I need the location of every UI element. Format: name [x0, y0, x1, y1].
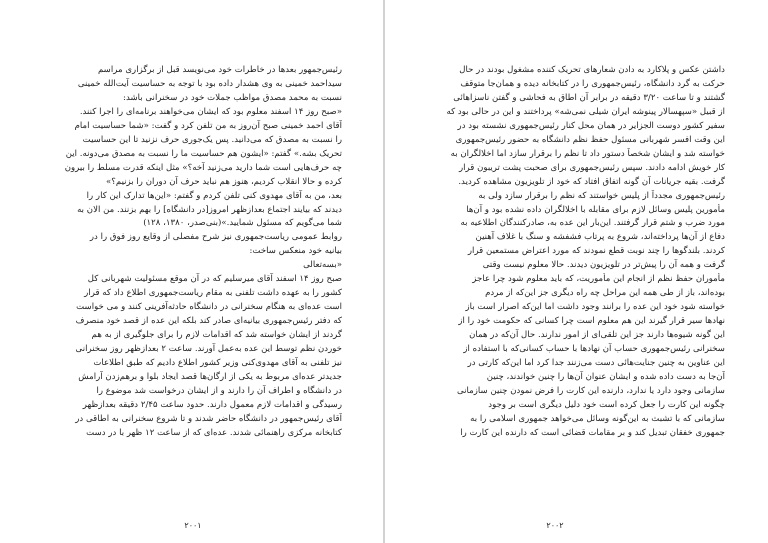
- text-line: کشور را به عهده داشت تلفنی به مقام ریاست‌جمهوری اطلاع داد که قرار: [84, 288, 342, 299]
- text-line: حرکت به گرد دانشگاه، رئیس‌جمهوری را در کتابخانه دیده و همان‌جا متوقف: [460, 78, 725, 89]
- text-line: چه حرف‌هایی است شما دارید می‌زنید آخه؟» مثل اینکه قدرت مسلط را بیرون: [64, 162, 342, 173]
- text-line: سیداحمد خمینی به وی هشدار داده بود با توجه به حساسیت آیت‌الله خمینی: [77, 78, 342, 89]
- text-line: چگونه این کارت را جعل کرده است خود دلیل دیگری است بر وجود: [488, 399, 725, 410]
- text-line: سازمانی که با تشبث به این‌گونه وسائل می‌خواهد جمهوری اسلامی را به: [470, 413, 725, 424]
- text-line: آن‌جا به دست داده شده و ایشان عنوان آن‌ها را چنین خواندند، چنین: [486, 371, 725, 382]
- text-line: گشتند و تا ساعت ۳/۲۰ دقیقه در برابر آن اطاق به فحاشی و گفتن ناسزاهائی: [453, 92, 725, 103]
- text-line: رئیس‌جمهوری مجدداً از پلیس خواستند که نظم را برقرار سازد ولی به: [478, 190, 725, 201]
- text-line: نهادها سیر قرار گیرند این هم معلوم است چرا کسانی که حکومت خود را از: [458, 316, 725, 327]
- text-line: جمهوری خفقان تبدیل کند و بر مقامات قضائی است که دارنده این کارت را: [460, 427, 725, 438]
- text-line: خواسته شود خود این عده را برانند وجود داشت اما این‌که اصرار است باز: [465, 302, 725, 313]
- text-line: گرفت. بقیه جریانات آن گونه اتفاق افتاد که خود از تلویزیون مشاهده کردید.: [458, 176, 725, 187]
- text-line: است عده‌ای به هنگام سخنرانی در دانشگاه حادثه‌آفرینی کنند و می خواست: [76, 302, 342, 313]
- text-line: مأموران حفظ نظم از انجام این مأموریت، که باید معلوم شود چرا عاجز: [472, 274, 725, 285]
- text-line: رئیس‌جمهور بعدها در خاطرات خود می‌نویسد قبل از برگزاری مراسم: [97, 65, 342, 75]
- text-line: این گونه شیوه‌ها دارند جز این تلقی‌ای از امور ندارند. حال آن‌که در همان: [469, 330, 725, 341]
- left-page-body: [50, 64, 342, 441]
- text-line: را نسبت به مصدق که می‌دانید. پس یک‌جوری حرف نزنید تا این حساسیت: [82, 134, 342, 145]
- text-line: سازمانی وجود دارد یا ندارد، دارنده این کارت را فرض نمودن چنین سازمانی: [456, 385, 725, 396]
- left-page: [0, 0, 383, 543]
- text-line: بیانیه خود منعکس ساخت:: [249, 246, 342, 257]
- text-line: کار خویش ادامه دادند. سپس رئیس‌جمهوری برای صحبت پشت تریبون قرار: [458, 162, 725, 173]
- text-line: نیز تلفنی به آقای مهدوی‌کنی وزیر کشور اطلاع دادیم که طبق اطلاعات: [93, 358, 342, 369]
- text-line: روابط عمومی ریاست‌جمهوری نیز شرح مفصلی از وقایع روز فوق را در: [89, 232, 342, 243]
- text-line: شما می‌گویم که مسئول شمایید.»(بنی‌صدر، ۱۳۸۰، ۱۲۸): [143, 218, 342, 229]
- text-line: دفاع از آن‌ها پرداخته‌اند، شروع به پرتاب فشفشه و سنگ با غلاف آهنین: [475, 232, 725, 243]
- text-line: در دانشگاه و اطراف آن را دارند و از ایشان درخواست شد موضوع را: [96, 385, 342, 396]
- text-line: بعد، من به آقای مهدوی کنی تلفن کردم و گفتم: «این‌ها تدارک این کار را: [86, 190, 342, 201]
- right-page: [385, 0, 768, 543]
- text-line: «صبح روز ۱۴ اسفند معلوم بود که ایشان می‌خواهند برنامه‌ای را اجرا کنند.: [79, 106, 342, 117]
- text-line: آقای احمد خمینی صبح آن‌روز به من تلفن کرد و گفت: «شما حساسیت امام: [74, 120, 342, 131]
- text-line: بوده‌اند، باز از طی همه این مراحل چه راه دیگری جز این‌که از مردم: [485, 288, 725, 299]
- text-line: سخنرانی رئیس‌جمهوری حساب آن نهادها با حساب کسانی‌که با استفاده از: [463, 344, 725, 355]
- text-line: خواسته شد و ایشان شخصاً دستور داد تا نظم را برقرار سازد اما اخلالگران به: [450, 148, 725, 159]
- text-line: مأمورین پلیس وسائل لازم برای مقابله با اخلالگران داده نشده بود و آن‌ها: [466, 204, 725, 215]
- text-line: مورد ضرب و شتم قرار گرفتند. این‌بار این عده به، صادرکنندگان اطلاعیه به: [460, 218, 725, 229]
- text-line: خوردن نظم توسط این عده به‌عمل آورند. ساعت ۲ بعدازظهر روز سخنرانی: [75, 344, 342, 355]
- text-line: که دفتر رئیس‌جمهوری بیانیه‌ای صادر کند بلکه این عده از قصد خود منصرف: [75, 316, 342, 327]
- text-line: جدیدتر عده‌ای مربوط به یکی از ارگان‌ها قصد ایجاد بلوا و برهم‌زدن آرامش: [78, 371, 342, 382]
- text-line: «بسه‌تعالی: [303, 260, 342, 271]
- text-line: آقای رئیس‌جمهور در دانشگاه حاضر شدند و تا شروع سخنرانی به اطاقی در: [75, 413, 342, 424]
- text-line: کردند. بلندگوها را چند نوبت قطع نمودند که مورد اعتراض مستمعین قرار: [467, 246, 725, 257]
- text-line: گرفت و همه آن را پیش‌تر در تلویزیون دیدند. حالا معلوم نیست وقتی: [482, 260, 725, 271]
- text-line: سفیر کشور دوست الجزایر در همان محل کنار رئیس‌جمهوری نشسته بود در: [457, 120, 725, 131]
- text-line: از قبیل «سپهسالار پینوشه ایران شیلی نمی‌شه» پرداختند و این در حالی بود که: [446, 106, 725, 117]
- text-line: رسیدگی و اقدامات لازم معمول دارند. حدود ساعت ۲/۴۵ دقیقه بعدازظهر: [82, 399, 342, 410]
- right-page-number: ۲۰۰۲: [546, 521, 564, 530]
- text-line: تحریک بشه.» گفتم: «ایشون هم حساسیت ما را نسبت به مصدق می‌دونه. این: [65, 148, 342, 159]
- text-line: این وقت افسر شهربانی مسئول حفظ نظم دانشگاه به حضور رئیس‌جمهوری: [455, 134, 725, 145]
- text-line: کرده و حالا انقلاب کردیم، هنوز هم نباید حرف آن دوران را بزنیم؟»: [106, 176, 342, 187]
- text-line: نسبت به محمد مصدق مواظب جملات خود در سخنرانی باشد:: [123, 92, 342, 103]
- text-line: داشتن عکس و پلاکارد به دادن شعارهای تحریک کننده مشغول بودند در حال: [459, 65, 725, 75]
- text-line: گردند از ایشان خواسته شد که اقدامات لازم را برای جلوگیری از به هم: [91, 330, 342, 341]
- text-line: کتابخانه مرکزی راهنمائی شدند. عده‌ای که از ساعت ۱۲ ظهر با در دست: [86, 427, 342, 438]
- text-line: صبح روز ۱۴ اسفند آقای میرسلیم که در آن موقع مسئولیت شهربانی کل: [87, 274, 342, 285]
- right-page-body: [433, 64, 725, 441]
- text-line: این عناوین به چنین جنایت‌هائی دست می‌زنند جدا کرد اما این‌که کارتی در: [467, 358, 725, 369]
- text-line: دیدند که بیایند اجتماع بعدازظهر امروز[در دانشگاه] را بهم بزنند. من الان به: [77, 204, 342, 215]
- left-page-number: ۲۰۰۱: [184, 521, 202, 530]
